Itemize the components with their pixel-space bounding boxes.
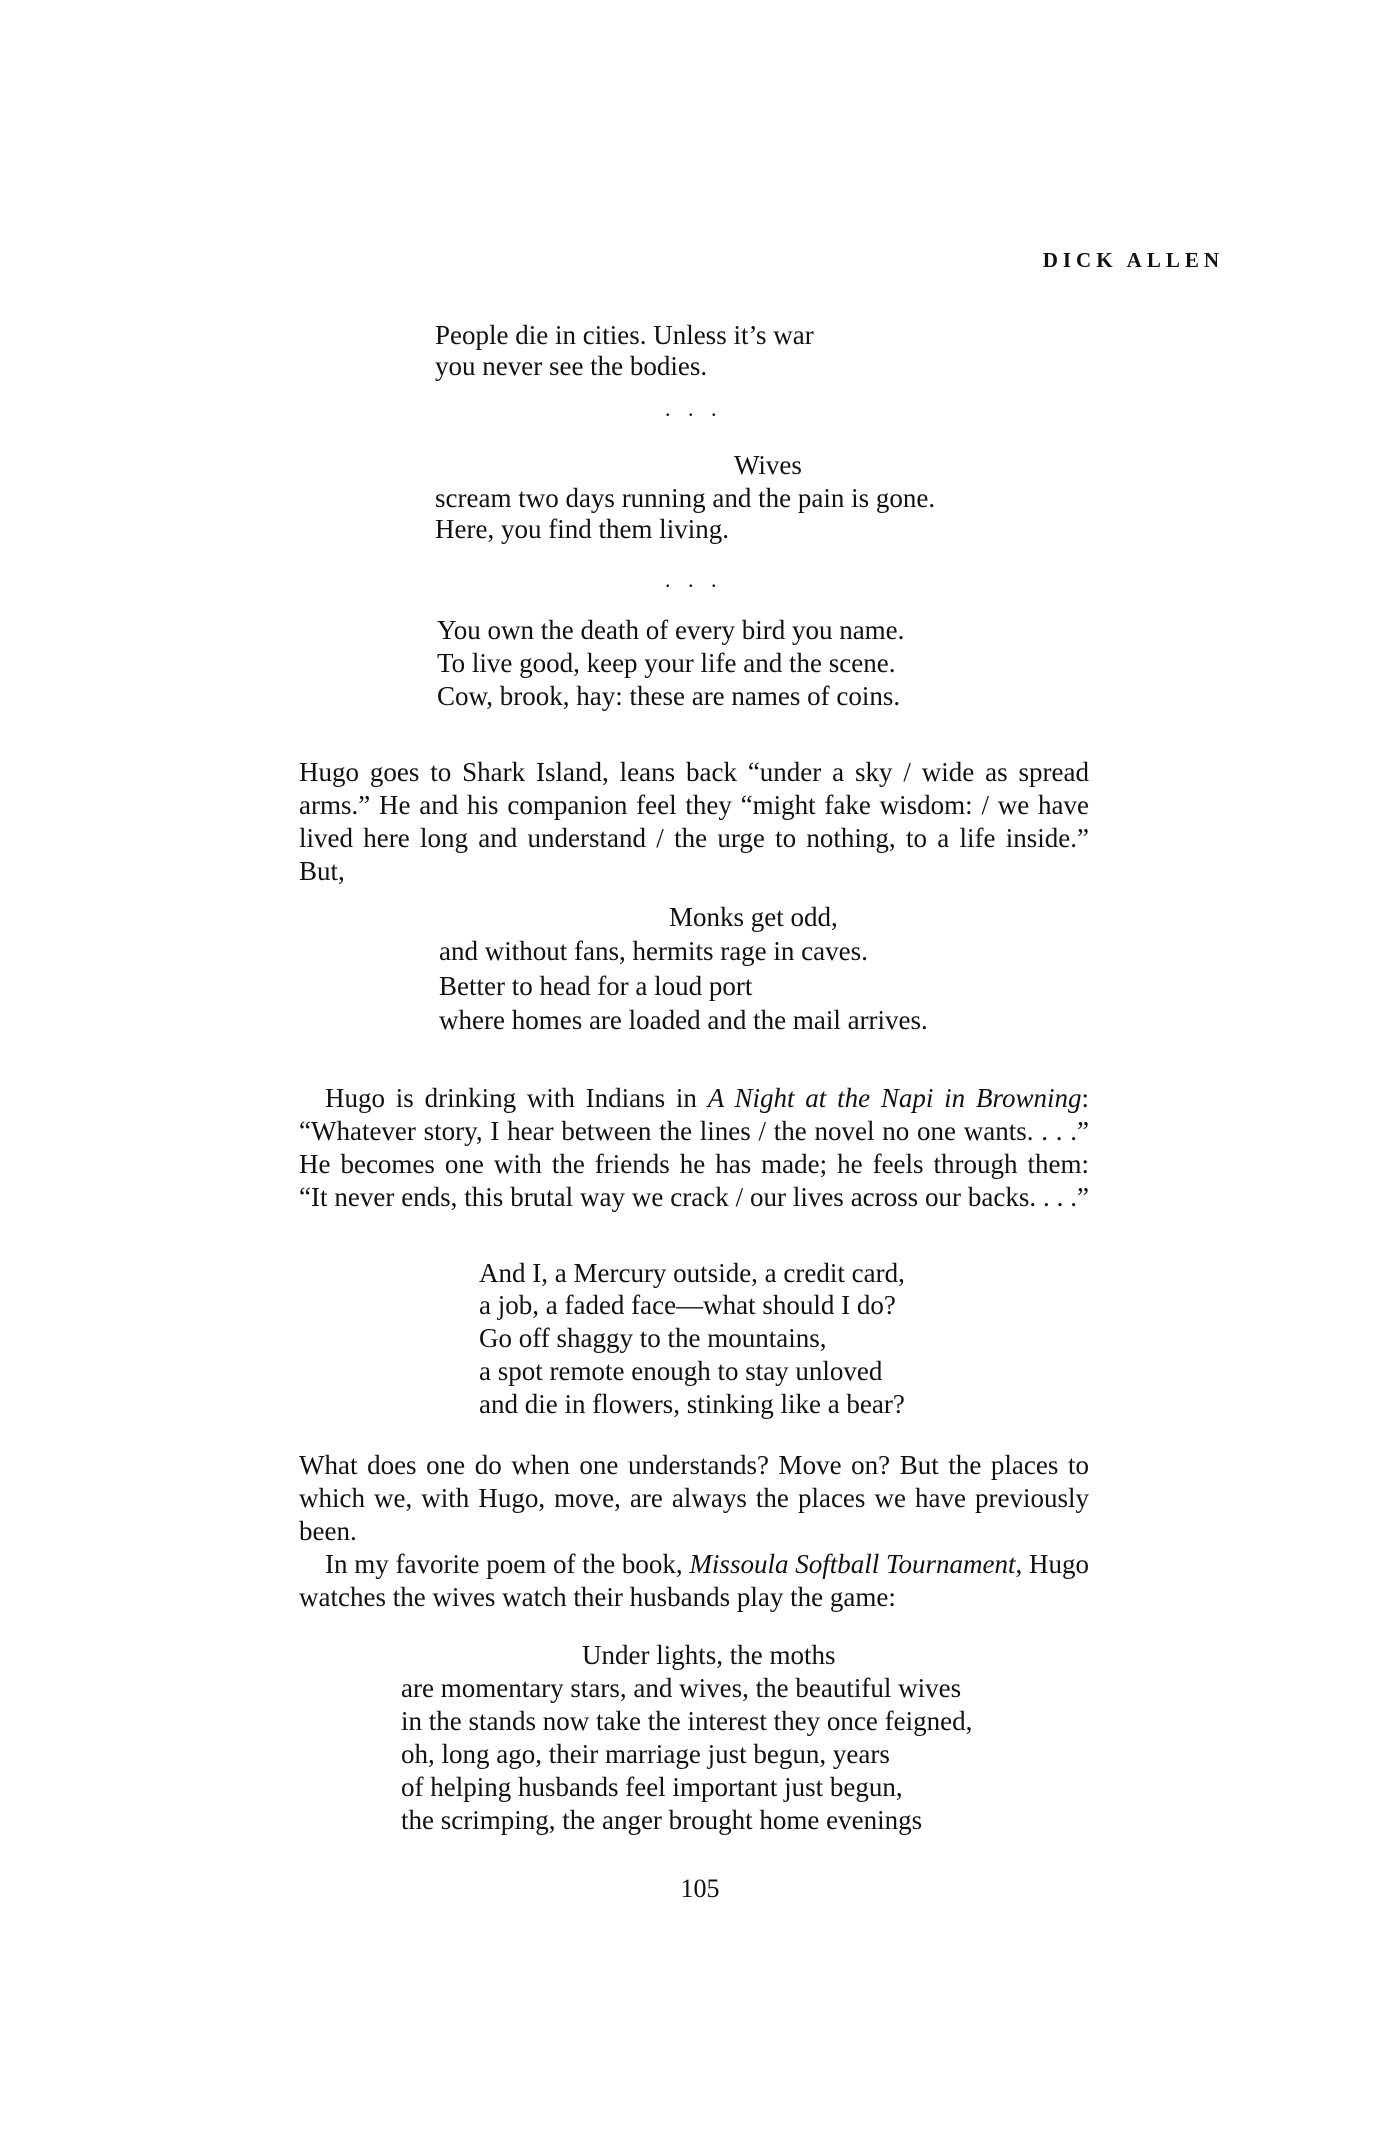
prose-text: Hugo is drinking with Indians in xyxy=(325,1083,708,1113)
prose-line: But, xyxy=(299,856,345,886)
poem-line: And I, a Mercury outside, a credit card, xyxy=(479,1258,905,1288)
poem-line: To live good, keep your life and the scene. xyxy=(437,648,896,678)
prose-line: which we, with Hugo, move, are always the places we have previously xyxy=(299,1483,1089,1513)
poem-line: the scrimping, the anger brought home evenings xyxy=(401,1805,923,1835)
poem-line: a job, a faded face—what should I do? xyxy=(479,1290,896,1320)
poem-line: Here, you find them living. xyxy=(435,514,729,544)
prose-line: arms.” He and his companion feel they “might fake wisdom: / we have xyxy=(299,790,1089,820)
prose-paragraph xyxy=(299,1082,1089,1214)
poem-line: oh, long ago, their marriage just begun, years xyxy=(401,1739,890,1769)
prose-line: lived here long and understand / the urge to nothing, to a life inside.” xyxy=(299,823,1089,853)
page-number: 105 xyxy=(680,1874,720,1903)
poem-line: scream two days running and the pain is gone. xyxy=(435,483,936,513)
poem-line: Wives xyxy=(734,450,802,480)
poem-line: where homes are loaded and the mail arrives. xyxy=(439,1005,928,1035)
poem-line: People die in cities. Unless it’s war xyxy=(435,320,814,350)
poem-line: Cow, brook, hay: these are names of coins. xyxy=(437,681,901,711)
poem-title: A Night at the Napi in Browning xyxy=(707,1083,1082,1113)
prose-line: He becomes one with the friends he has made; he feels through them: xyxy=(299,1149,1089,1179)
poem-line: Better to head for a loud port xyxy=(439,971,753,1001)
poem-line: are momentary stars, and wives, the beautiful wives xyxy=(401,1673,962,1703)
prose-paragraph xyxy=(299,1548,1089,1614)
prose-paragraph xyxy=(299,1449,1089,1548)
ellipsis-break: . . . xyxy=(665,396,723,421)
prose-line xyxy=(299,1548,1089,1581)
poem-line: Under lights, the moths xyxy=(582,1640,836,1670)
poem-line: and without fans, hermits rage in caves. xyxy=(439,936,868,966)
prose-text: , Hugo xyxy=(1015,1549,1090,1579)
poem-line: Go off shaggy to the mountains, xyxy=(479,1323,827,1353)
prose-text: In my favorite poem of the book, xyxy=(325,1549,690,1579)
ellipsis-break: . . . xyxy=(665,567,723,592)
poem-line: you never see the bodies. xyxy=(435,351,708,381)
poem-line: Monks get odd, xyxy=(669,902,838,932)
poem-line: a spot remote enough to stay unloved xyxy=(479,1356,883,1386)
prose-line: Hugo goes to Shark Island, leans back “under a sky / wide as spread xyxy=(299,757,1089,787)
poem-title: Missoula Softball Tournament xyxy=(689,1549,1016,1579)
prose-line: watches the wives watch their husbands play the game: xyxy=(299,1582,896,1612)
prose-line: been. xyxy=(299,1516,357,1546)
prose-line xyxy=(299,1082,1089,1115)
prose-line: “Whatever story, I hear between the lines / the novel no one wants. . . .” xyxy=(299,1116,1089,1146)
prose-paragraph xyxy=(299,756,1089,888)
prose-text: : xyxy=(1081,1083,1089,1113)
running-head: DICK ALLEN xyxy=(1042,248,1224,272)
poem-line: in the stands now take the interest they once feigned, xyxy=(401,1706,973,1736)
poem-line: and die in flowers, stinking like a bear? xyxy=(479,1389,905,1419)
prose-line: “It never ends, this brutal way we crack / our lives across our backs. . . .” xyxy=(299,1182,1089,1212)
poem-line: of helping husbands feel important just begun, xyxy=(401,1772,903,1802)
prose-line: What does one do when one understands? Move on? But the places to xyxy=(299,1450,1089,1480)
poem-line: You own the death of every bird you name. xyxy=(437,615,905,645)
